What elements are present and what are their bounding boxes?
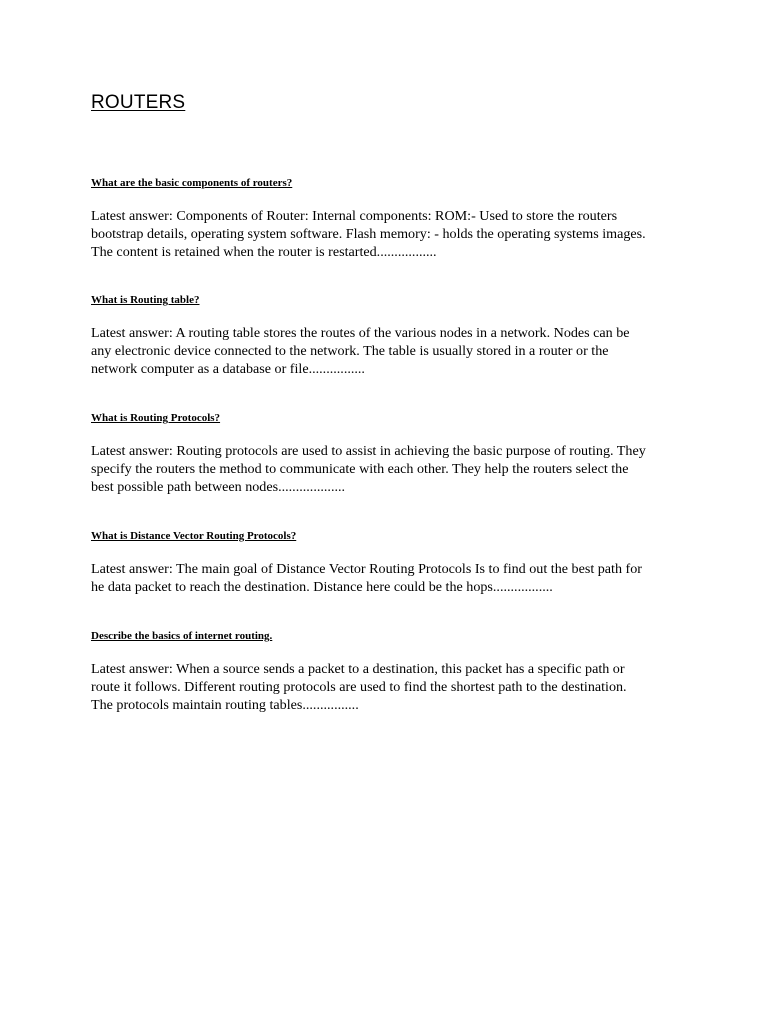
qa-section-distance-vector	[91, 529, 691, 596]
page-title: ROUTERS	[91, 92, 186, 113]
answer-paragraph: Latest answer: Routing protocols are used to assist in achieving the basic purpose of routing. They specify the routers the method to communicate with each other. They help the routers select the best possible path between nodes...................	[91, 443, 646, 495]
qa-section-components	[91, 176, 691, 261]
qa-section-internet-routing	[91, 629, 691, 714]
qa-section-routing-protocols	[91, 411, 691, 496]
answer-paragraph: Latest answer: A routing table stores the routes of the various nodes in a network. Nodes can be any electronic device connected to the network. The table is usually stored in a router or the network computer as a database or file................	[91, 325, 630, 377]
answer-paragraph: Latest answer: The main goal of Distance Vector Routing Protocols Is to find out the best path for he data packet to reach the destination. Distance here could be the hops.................	[91, 561, 642, 595]
answer-paragraph: Latest answer: When a source sends a packet to a destination, this packet has a specific path or route it follows. Different routing protocols are used to find the shortest path to the destination. The protocols maintain routing tables................	[91, 661, 627, 713]
question-heading: What is Distance Vector Routing Protocols?	[91, 530, 297, 542]
answer-paragraph: Latest answer: Components of Router: Internal components: ROM:- Used to store the routers bootstrap details, operating system software. Flash memory: - holds the operating systems images. The content is retained when the router is restarted.................	[91, 208, 646, 260]
question-heading: What is Routing Protocols?	[91, 412, 221, 424]
question-heading: Describe the basics of internet routing.	[91, 630, 273, 642]
question-heading: What are the basic components of routers?	[91, 177, 293, 189]
qa-section-routing-table	[91, 293, 691, 378]
question-heading: What is Routing table?	[91, 294, 200, 306]
